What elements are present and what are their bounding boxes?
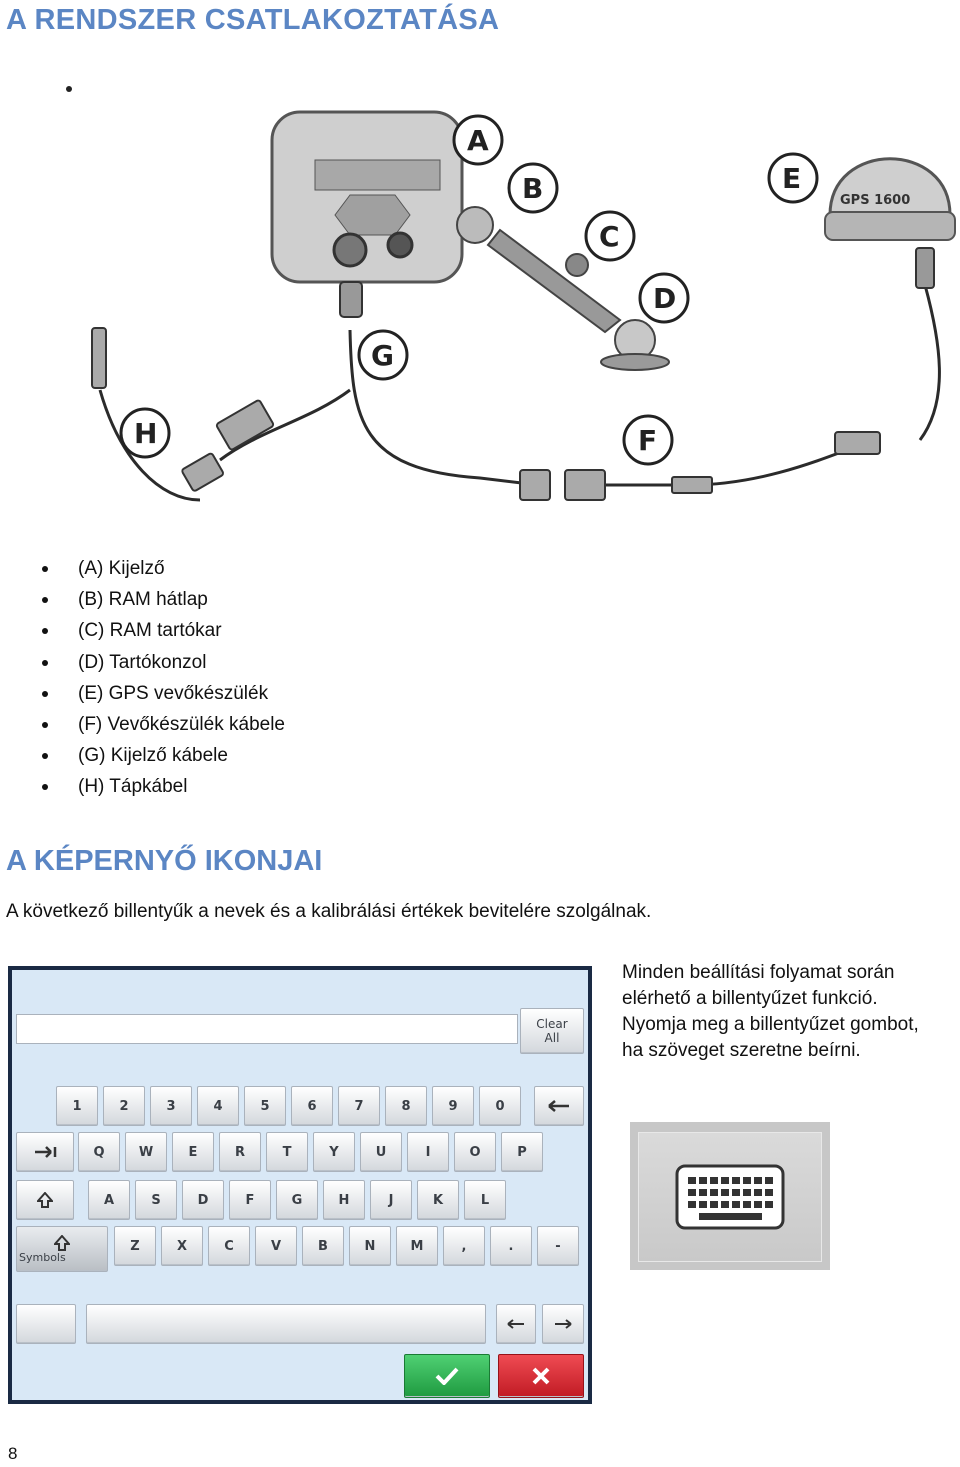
space-bar[interactable] [86, 1304, 486, 1344]
shift-arrow-icon [54, 1235, 70, 1251]
key-7[interactable]: 7 [338, 1086, 380, 1126]
list-item: (G) Kijelző kábele [40, 740, 285, 771]
key-k[interactable]: K [417, 1180, 459, 1220]
cancel-button[interactable] [498, 1354, 584, 1398]
onscreen-keyboard [8, 966, 592, 1404]
section-title-screen-icons: A KÉPERNYŐ IKONJAI [6, 845, 323, 877]
ram-mount-assembly [457, 207, 669, 370]
badge-b [509, 164, 557, 212]
badge-d [640, 274, 688, 322]
key-b[interactable]: B [302, 1226, 344, 1266]
key-a[interactable]: A [88, 1180, 130, 1220]
caps-lock-key[interactable] [16, 1180, 74, 1220]
svg-text:B: B [522, 172, 544, 205]
list-item: (B) RAM hátlap [40, 584, 285, 615]
key-q[interactable]: Q [78, 1132, 120, 1172]
svg-text:C: C [599, 220, 620, 253]
key-5[interactable]: 5 [244, 1086, 286, 1126]
key-w[interactable]: W [125, 1132, 167, 1172]
svg-text:A: A [467, 124, 489, 157]
key-9[interactable]: 9 [432, 1086, 474, 1126]
list-item: (C) RAM tartókar [40, 615, 285, 646]
key-8[interactable]: 8 [385, 1086, 427, 1126]
svg-text:G: G [371, 339, 394, 372]
key-x[interactable]: X [161, 1226, 203, 1266]
key-3[interactable]: 3 [150, 1086, 192, 1126]
key-r[interactable]: R [219, 1132, 261, 1172]
key-o[interactable]: O [454, 1132, 496, 1172]
key-i[interactable]: I [407, 1132, 449, 1172]
key-v[interactable]: V [255, 1226, 297, 1266]
key-j[interactable]: J [370, 1180, 412, 1220]
keyboard-button-face [638, 1132, 822, 1262]
list-item: (D) Tartókonzol [40, 647, 285, 678]
caps-lock-icon [37, 1192, 53, 1208]
backspace-key[interactable] [534, 1086, 584, 1126]
close-icon [532, 1367, 550, 1385]
badge-a [454, 116, 502, 164]
key-n[interactable]: N [349, 1226, 391, 1266]
page-number: 8 [8, 1444, 18, 1463]
key-minus[interactable]: - [537, 1226, 579, 1266]
section-title-connect: A RENDSZER CSATLAKOZTATÁSA [6, 4, 500, 36]
key-2[interactable]: 2 [103, 1086, 145, 1126]
text-entry-field[interactable] [16, 1014, 518, 1044]
list-item: (A) Kijelző [40, 553, 285, 584]
key-z[interactable]: Z [114, 1226, 156, 1266]
key-y[interactable]: Y [313, 1132, 355, 1172]
shift-symbols-key[interactable]: Symbols [16, 1226, 108, 1272]
part-letter-badges [121, 116, 817, 464]
key-d[interactable]: D [182, 1180, 224, 1220]
key-1[interactable]: 1 [56, 1086, 98, 1126]
accept-button[interactable] [404, 1354, 490, 1398]
backspace-arrow-icon [547, 1100, 571, 1112]
list-item: (F) Vevőkészülék kábele [40, 709, 285, 740]
keyboard-description: Minden beállítási folyamat során elérhető a billentyűzet funkció. Nyomja meg a billentyűzet gombot, ha szöveget szeretne beírni. [622, 962, 919, 1061]
svg-text:D: D [653, 282, 677, 315]
key-e[interactable]: E [172, 1132, 214, 1172]
tab-key[interactable] [16, 1132, 74, 1172]
keyboard-panel [12, 970, 588, 1400]
badge-c [586, 212, 634, 260]
cursor-right-key[interactable] [542, 1304, 584, 1344]
checkmark-icon [435, 1367, 459, 1385]
key-c[interactable]: C [208, 1226, 250, 1266]
tab-arrow-icon [33, 1146, 57, 1158]
list-item: (H) Tápkábel [40, 771, 285, 802]
cables [100, 285, 939, 500]
blank-key-left[interactable] [16, 1304, 76, 1344]
gps-receiver [825, 159, 955, 288]
display-unit [272, 112, 462, 317]
key-h[interactable]: H [323, 1180, 365, 1220]
key-g[interactable]: G [276, 1180, 318, 1220]
arrow-right-icon [554, 1319, 572, 1329]
svg-text:E: E [782, 162, 802, 195]
key-s[interactable]: S [135, 1180, 177, 1220]
svg-text:F: F [638, 424, 658, 457]
section-intro-text: A következő billentyűk a nevek és a kalibrálási értékek bevitelére szolgálnak. [6, 901, 652, 922]
gps-model-text: GPS 1600 [840, 193, 911, 208]
key-u[interactable]: U [360, 1132, 402, 1172]
badge-f [624, 416, 672, 464]
cursor-left-key[interactable] [496, 1304, 536, 1344]
badge-e [769, 154, 817, 202]
clear-all-button[interactable]: Clear All [520, 1008, 584, 1054]
keyboard-icon [639, 1133, 821, 1261]
badge-g [359, 331, 407, 379]
key-t[interactable]: T [266, 1132, 308, 1172]
key-4[interactable]: 4 [197, 1086, 239, 1126]
parts-list [40, 553, 285, 803]
stray-bullet [66, 86, 72, 92]
key-p[interactable]: P [501, 1132, 543, 1172]
list-item: (E) GPS vevőkészülék [40, 678, 285, 709]
key-0[interactable]: 0 [479, 1086, 521, 1126]
cable-connectors [92, 328, 880, 500]
key-period[interactable]: . [490, 1226, 532, 1266]
keyboard-button[interactable] [630, 1122, 830, 1270]
badge-h [121, 409, 169, 457]
svg-text:H: H [134, 417, 158, 450]
key-f[interactable]: F [229, 1180, 271, 1220]
key-m[interactable]: M [396, 1226, 438, 1266]
arrow-left-icon [507, 1319, 525, 1329]
key-l[interactable]: L [464, 1180, 506, 1220]
system-connection-diagram [60, 100, 960, 520]
key-6[interactable]: 6 [291, 1086, 333, 1126]
key-comma[interactable]: , [443, 1226, 485, 1266]
